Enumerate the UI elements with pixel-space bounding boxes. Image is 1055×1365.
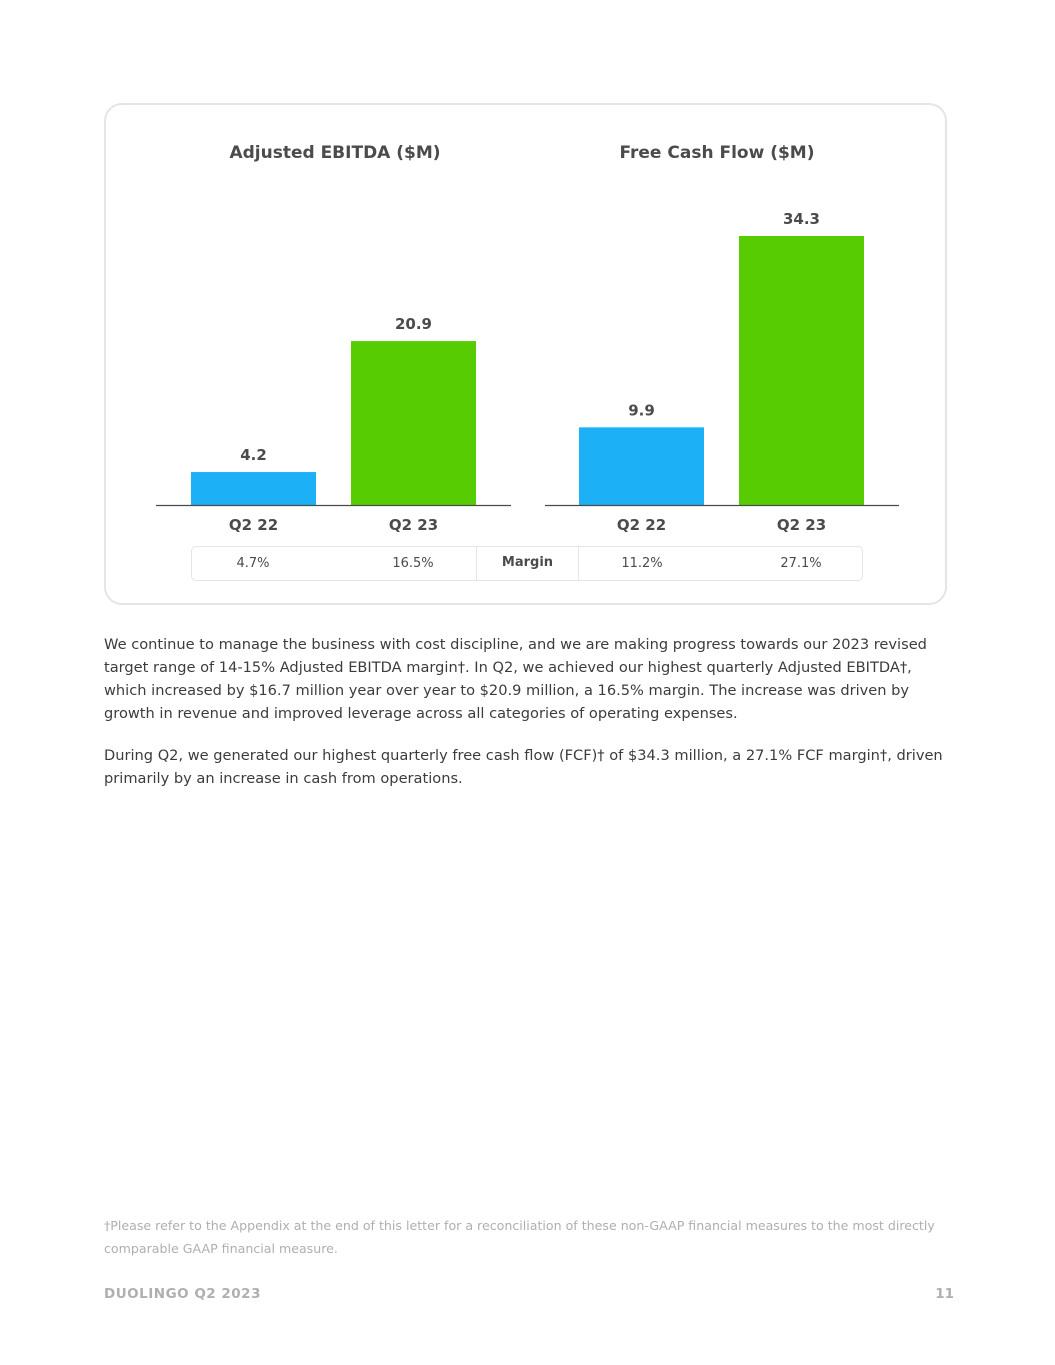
- paragraph-ebitda: We continue to manage the business with cost discipline, and we are making progress towards our 2023 revised target range of 14-15% Adjusted EBITDA margin†. In Q2, we achieved our highest quarterly Adjusted EBITDA†, which increased by $16.7 million year over year to $20.9 million, a 16.5% margin. The increase was driven by growth in revenue and improved leverage across all categories of operating expenses.: [104, 636, 927, 722]
- bar-charts: [0, 0, 1055, 620]
- ebitda-margin-q223: 16.5%: [392, 556, 434, 571]
- ebitda-category-label-1: Q2 23: [388, 516, 439, 534]
- fcf-data-label-0: 9.9: [628, 401, 655, 420]
- fcf-bar-0: [579, 427, 704, 505]
- ebitda-data-label-0: 4.2: [240, 446, 267, 465]
- footnote: †Please refer to the Appendix at the end of this letter for a reconciliation of these non-GAAP financial measures to the most directly comparable GAAP financial measure.: [104, 1218, 935, 1256]
- ebitda-chart-title: Adjusted EBITDA ($M): [229, 143, 441, 163]
- fcf-category-label-0: Q2 22: [616, 516, 667, 534]
- ebitda-bar-0: [191, 472, 316, 505]
- fcf-data-label-1: 34.3: [782, 210, 821, 228]
- page-number: 11: [935, 1286, 954, 1302]
- fcf-margin-q222: 11.2%: [621, 556, 663, 571]
- fcf-margin-q223: 27.1%: [780, 556, 822, 571]
- footer-title: DUOLINGO Q2 2023: [104, 1286, 261, 1302]
- paragraph-fcf: During Q2, we generated our highest quarterly free cash flow (FCF)† of $34.3 million, a 27.1% FCF margin†, driven primarily by an increase in cash from operations.: [104, 747, 943, 787]
- ebitda-data-label-1: 20.9: [394, 315, 433, 334]
- ebitda-category-label-0: Q2 22: [228, 516, 279, 534]
- margin-label: Margin: [476, 546, 579, 581]
- ebitda-margin-q222: 4.7%: [236, 556, 270, 571]
- fcf-chart-title: Free Cash Flow ($M): [619, 143, 815, 163]
- fcf-bar-1: [739, 236, 864, 505]
- fcf-category-label-1: Q2 23: [776, 516, 827, 534]
- ebitda-bar-1: [351, 341, 476, 505]
